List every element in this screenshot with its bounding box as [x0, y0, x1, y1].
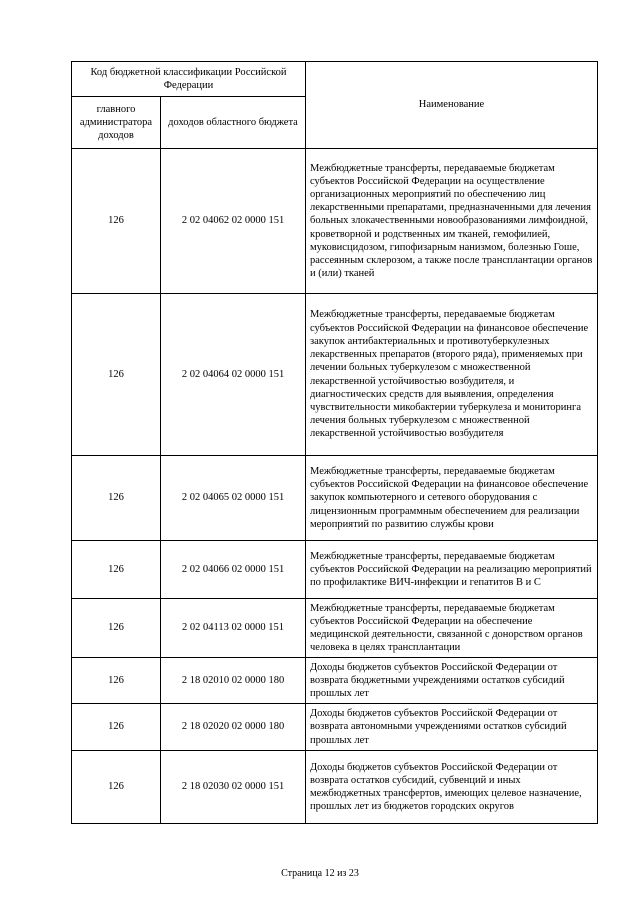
name-cell: Межбюджетные трансферты, передаваемые бюджетам субъектов Российской Федерации на реализацию мероприятий по профилактике ВИЧ-инфекции и гепатитов B и C — [306, 541, 598, 599]
income-code-cell: 2 02 04113 02 0000 151 — [161, 599, 306, 658]
income-code-cell: 2 02 04066 02 0000 151 — [161, 541, 306, 599]
table-row — [72, 541, 598, 599]
income-code-cell: 2 18 02010 02 0000 180 — [161, 658, 306, 704]
budget-classification-table — [71, 61, 598, 824]
income-code-cell: 2 02 04064 02 0000 151 — [161, 294, 306, 456]
table-row — [72, 599, 598, 658]
income-column-header: доходов областного бюджета — [161, 97, 306, 149]
table-row — [72, 456, 598, 541]
admin-code-cell: 126 — [72, 704, 161, 751]
admin-code-cell: 126 — [72, 294, 161, 456]
table-row — [72, 751, 598, 824]
name-cell: Межбюджетные трансферты, передаваемые бюджетам субъектов Российской Федерации на финансовое обеспечение закупок компьютерного и сетевого оборудования с лицензионным программным обеспечением для реализации мероприятий по развитию службы крови — [306, 456, 598, 541]
name-cell: Межбюджетные трансферты, передаваемые бюджетам субъектов Российской Федерации на финансовое обеспечение закупок антибактериальных и противотуберкулезных лекарственных препаратов (второго ряда), применяемых при лечении больных туберкулезом с множественной лекарственной устойчивостью возбудителя, и диагностических средств для выявления, определения чувствительности микобактерии туберкулеза и мониторинга лечения больных туберкулезом с множественной лекарственной устойчивостью возбудителя — [306, 294, 598, 456]
admin-code-cell: 126 — [72, 658, 161, 704]
table-row — [72, 658, 598, 704]
income-code-cell: 2 02 04065 02 0000 151 — [161, 456, 306, 541]
income-code-cell: 2 02 04062 02 0000 151 — [161, 149, 306, 294]
income-code-cell: 2 18 02030 02 0000 151 — [161, 751, 306, 824]
admin-column-header: главного администратора доходов — [72, 97, 161, 149]
income-code-cell: 2 18 02020 02 0000 180 — [161, 704, 306, 751]
admin-code-cell: 126 — [72, 751, 161, 824]
table-row — [72, 149, 598, 294]
name-cell: Доходы бюджетов субъектов Российской Федерации от возврата автономными учреждениями остатков субсидий прошлых лет — [306, 704, 598, 751]
admin-code-cell: 126 — [72, 456, 161, 541]
name-column-header: Наименование — [306, 62, 598, 149]
admin-code-cell: 126 — [72, 149, 161, 294]
table-row — [72, 704, 598, 751]
admin-code-cell: 126 — [72, 599, 161, 658]
name-cell: Межбюджетные трансферты, передаваемые бюджетам субъектов Российской Федерации на осуществление организационных мероприятий по обеспечению лиц лекарственными препаратами, предназначенными для лечения больных злокачественными новообразованиями лимфоидной, кроветворной и родственных им тканей, гемофилией, муковисцидозом, гипофизарным нанизмом, болезнью Гоше, рассеянным склерозом, а также после трансплантации органов и (или) тканей — [306, 149, 598, 294]
admin-code-cell: 126 — [72, 541, 161, 599]
table-row — [72, 294, 598, 456]
name-cell: Доходы бюджетов субъектов Российской Федерации от возврата остатков субсидий, субвенций и иных межбюджетных трансфертов, имеющих целевое назначение, прошлых лет из бюджетов городских округов — [306, 751, 598, 824]
name-cell: Межбюджетные трансферты, передаваемые бюджетам субъектов Российской Федерации на обеспечение медицинской деятельности, связанной с донорством органов человека в целях трансплантации — [306, 599, 598, 658]
page-number: Страница 12 из 23 — [281, 868, 359, 879]
code-group-header: Код бюджетной классификации Российской Федерации — [72, 62, 306, 97]
table-header-row — [72, 62, 598, 97]
name-cell: Доходы бюджетов субъектов Российской Федерации от возврата бюджетными учреждениями остатков субсидий прошлых лет — [306, 658, 598, 704]
